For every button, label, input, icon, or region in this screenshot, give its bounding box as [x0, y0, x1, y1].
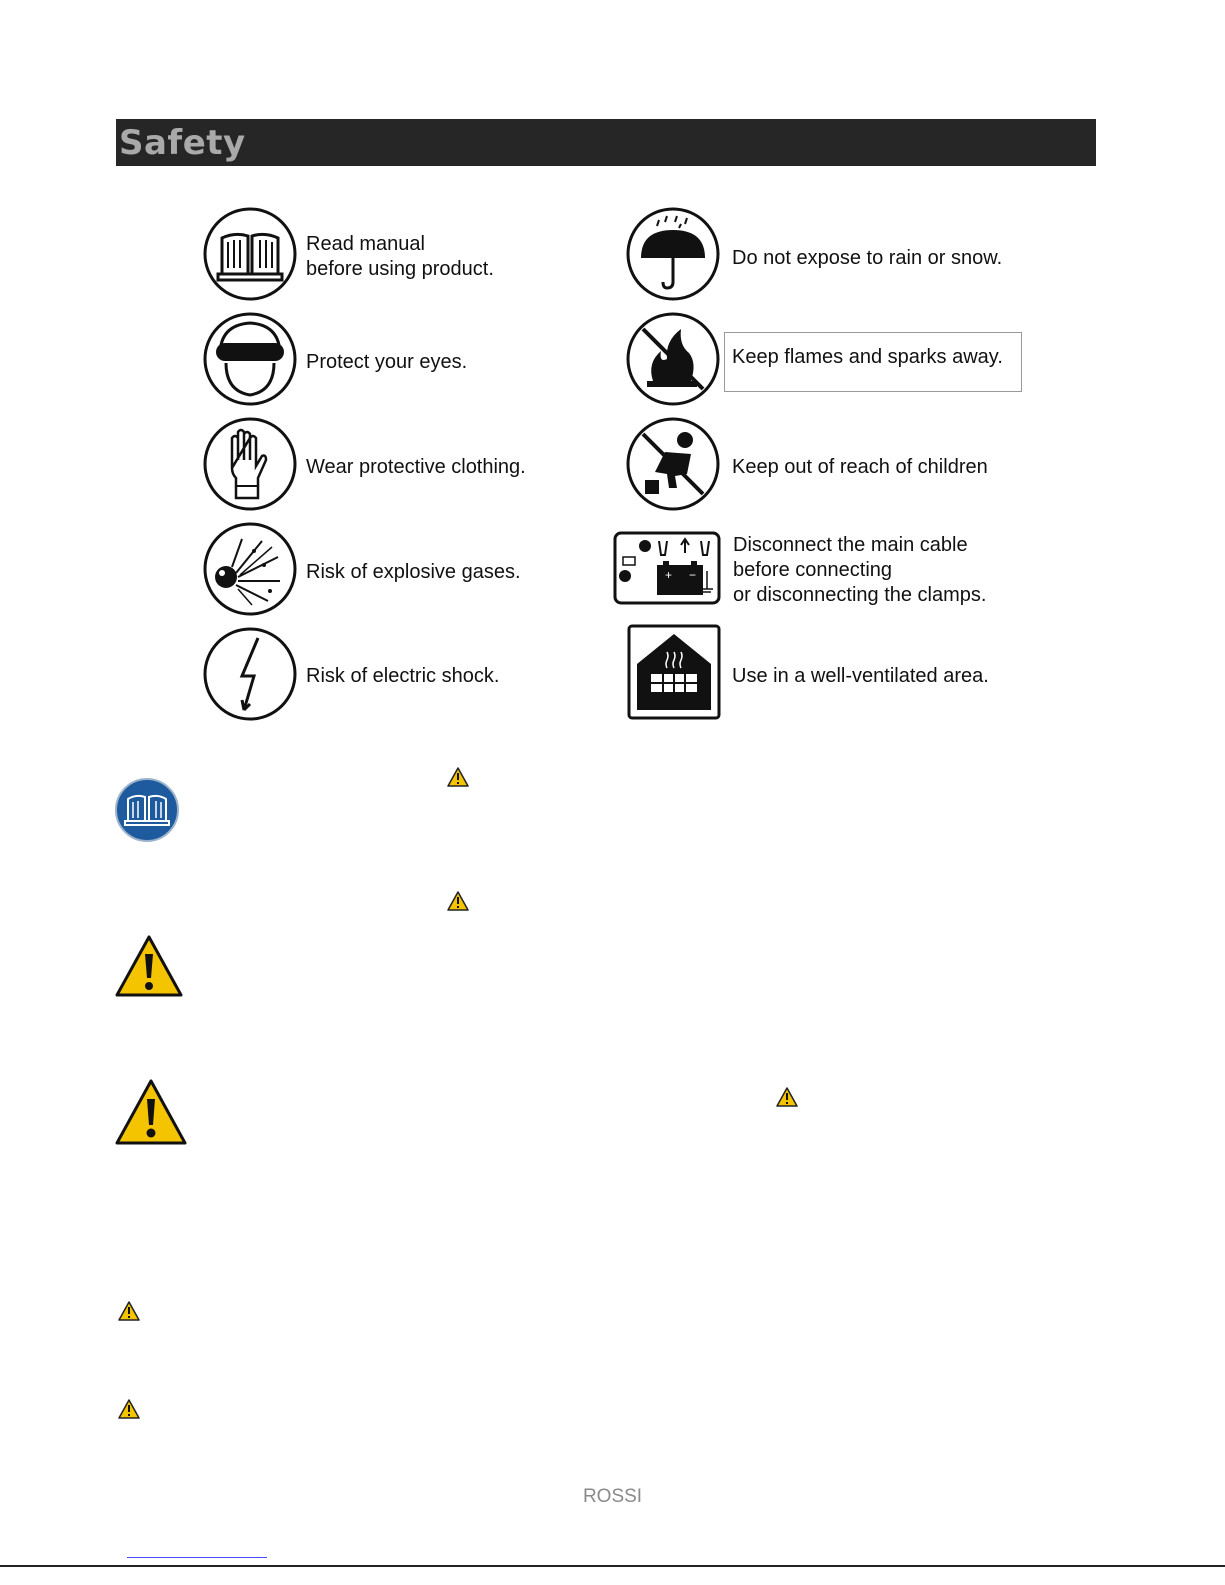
- battery-clamps-icon: [613, 531, 721, 605]
- small-warning-icon: [447, 767, 469, 787]
- explosion-icon: [202, 521, 298, 617]
- small-warning-icon: [447, 891, 469, 911]
- house-ventilation-icon: [627, 624, 721, 720]
- symbol-ventilated-text: Use in a well-ventilated area.: [732, 665, 989, 687]
- symbol-explosive-gases-text: Risk of explosive gases.: [306, 561, 521, 583]
- symbol-children-text: Keep out of reach of children: [732, 456, 988, 478]
- warning-triangle-icon: [114, 1078, 188, 1146]
- glove-icon: [202, 416, 298, 512]
- footer-divider: [0, 1565, 1225, 1567]
- section-title: Safety: [119, 123, 246, 163]
- symbol-protect-eyes-text: Protect your eyes.: [306, 351, 468, 373]
- no-children-icon: [625, 416, 721, 512]
- symbol-protective-clothing-text: Wear protective clothing.: [306, 456, 526, 478]
- symbol-line: before using product.: [306, 258, 494, 280]
- symbol-disconnect-cable-text: [733, 533, 986, 608]
- no-flame-icon: [625, 311, 721, 407]
- book-icon: [202, 206, 298, 302]
- small-warning-icon: [776, 1087, 798, 1107]
- symbol-line: Disconnect the main cable: [733, 534, 968, 556]
- symbol-line: before connecting: [733, 559, 893, 581]
- goggles-icon: [202, 311, 298, 407]
- footer-link-underline: [127, 1557, 267, 1558]
- read-manual-info-icon: [114, 777, 180, 843]
- footer-brand: ROSSI: [582, 1486, 643, 1507]
- umbrella-icon: [625, 206, 721, 302]
- symbol-flames-sparks-text: Keep flames and sparks away.: [732, 346, 1003, 368]
- section-header: [116, 119, 1096, 166]
- symbol-electric-shock-text: Risk of electric shock.: [306, 665, 500, 687]
- symbol-read-manual-text: [306, 232, 494, 282]
- symbol-line: Read manual: [306, 233, 425, 255]
- symbol-rain-snow-text: Do not expose to rain or snow.: [732, 247, 1003, 269]
- small-warning-icon: [118, 1399, 140, 1419]
- warning-triangle-icon: [114, 934, 184, 998]
- symbol-flames-sparks-box: [724, 332, 1022, 392]
- svg-text:−: −: [689, 568, 697, 582]
- symbol-line: or disconnecting the clamps.: [733, 584, 987, 606]
- lightning-icon: [202, 626, 298, 722]
- small-warning-icon: [118, 1301, 140, 1321]
- svg-text:+: +: [665, 568, 673, 582]
